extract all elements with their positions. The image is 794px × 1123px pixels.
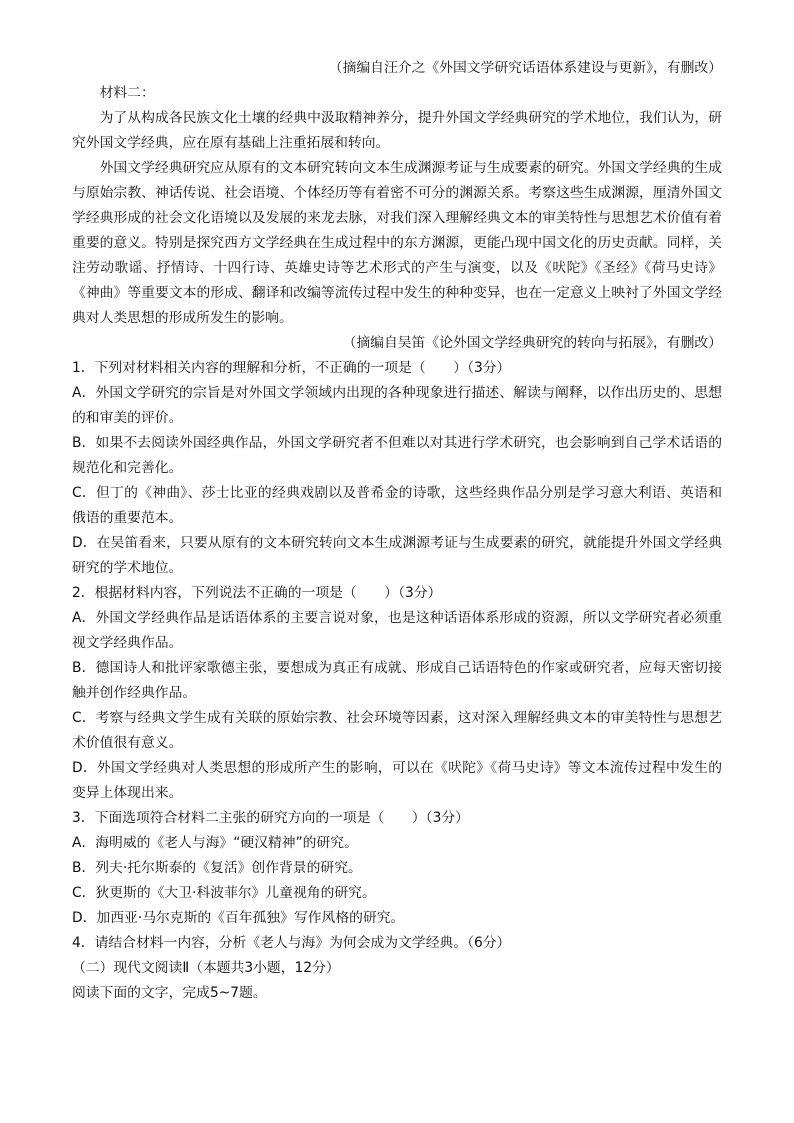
option-b: B．列夫·托尔斯泰的《复活》创作背景的研究。	[72, 860, 362, 876]
question-4	[72, 931, 722, 956]
question-1	[72, 356, 722, 581]
material2-heading: 材料二：	[99, 85, 155, 101]
option-d: D．外国文学经典对人类思想的形成所产生的影响，可以在《吠陀》《荷马史诗》等文本流传过程中发生的变异上体现出来。	[72, 760, 722, 801]
option-a: A．海明威的《老人与海》“硬汉精神”的研究。	[72, 835, 358, 851]
section-title: （二）现代文阅读Ⅱ（本题共3小题，12分）	[72, 960, 340, 976]
question-3	[72, 806, 722, 931]
option-b: B．如果不去阅读外国经典作品，外国文学研究者不但难以对其进行学术研究，也会影响到自己学术话语的规范化和完善化。	[72, 435, 722, 476]
option-b: B．德国诗人和批评家歌德主张，要想成为真正有成就、形成自己话语特色的作家或研究者，应每天密切接触并创作经典作品。	[72, 660, 722, 701]
option-c: C．但丁的《神曲》、莎士比亚的经典戏剧以及普希金的诗歌，这些经典作品分别是学习意大利语、英语和俄语的重要范本。	[72, 485, 722, 526]
option-a: A．外国文学研究的宗旨是对外国文学领域内出现的各种现象进行描述、解读与阐释，以作出历史的、思想的和审美的评价。	[72, 385, 722, 426]
option-d: D．加西亚·马尔克斯的《百年孤独》写作风格的研究。	[72, 910, 405, 926]
question-stem: 1．下列对材料相关内容的理解和分析，不正确的一项是（ ）（3分）	[72, 360, 511, 376]
option-c: C．狄更斯的《大卫·科波菲尔》儿童视角的研究。	[72, 885, 376, 901]
source-citation-material1: （摘编自汪介之《外国文学研究话语体系建设与更新》，有删改）	[328, 60, 722, 76]
material2-paragraph: 为了从构成各民族文化土壤的经典中汲取精神养分，提升外国文学经典研究的学术地位，我们认为，研究外国文学经典，应在原有基础上注重拓展和转向。	[72, 110, 722, 151]
section-instruction: 阅读下面的文字，完成5~7题。	[72, 985, 267, 1001]
source-citation-material2: （摘编自吴笛《论外国文学经典研究的转向与拓展》，有删改）	[342, 335, 722, 351]
option-a: A．外国文学经典作品是话语体系的主要言说对象，也是这种话语体系形成的资源，所以文学研究者必须重视文学经典作品。	[72, 610, 722, 651]
question-stem: 3．下面选项符合材料二主张的研究方向的一项是（ ）（3分）	[72, 810, 469, 826]
question-2	[72, 581, 722, 806]
question-stem: 4．请结合材料一内容，分析《老人与海》为何会成为文学经典。（6分）	[72, 935, 511, 951]
option-c: C．考察与经典文学生成有关联的原始宗教、社会环境等因素，这对深入理解经典文本的审美特性与思想艺术价值很有意义。	[72, 710, 722, 751]
document-page	[72, 56, 722, 1006]
question-stem: 2．根据材料内容，下列说法不正确的一项是（ ）（3分）	[72, 585, 442, 601]
option-d: D．在吴笛看来，只要从原有的文本研究转向文本生成渊源考证与生成要素的研究，就能提升外国文学经典研究的学术地位。	[72, 535, 722, 576]
material2-paragraph: 外国文学经典研究应从原有的文本研究转向文本生成渊源考证与生成要素的研究。外国文学经典的生成与原始宗教、神话传说、社会语境、个体经历等有着密不可分的渊源关系。考察这些生成渊源，厘清外国文学经典形成的社会文化语境以及发展的来龙去脉，对我们深入理解经典文本的审美特性与思想艺术价值有着重要的意义。特别是探究西方文学经典在生成过程中的东方渊源，更能凸现中国文化的历史贡献。同样，关注劳动歌谣、抒情诗、十四行诗、英雄史诗等艺术形式的产生与演变，以及《吠陀》《圣经》《荷马史诗》《神曲》等重要文本的形成、翻译和改编等流传过程中发生的种种变异，也在一定意义上映衬了外国文学经典对人类思想的形成所发生的影响。	[72, 160, 722, 326]
